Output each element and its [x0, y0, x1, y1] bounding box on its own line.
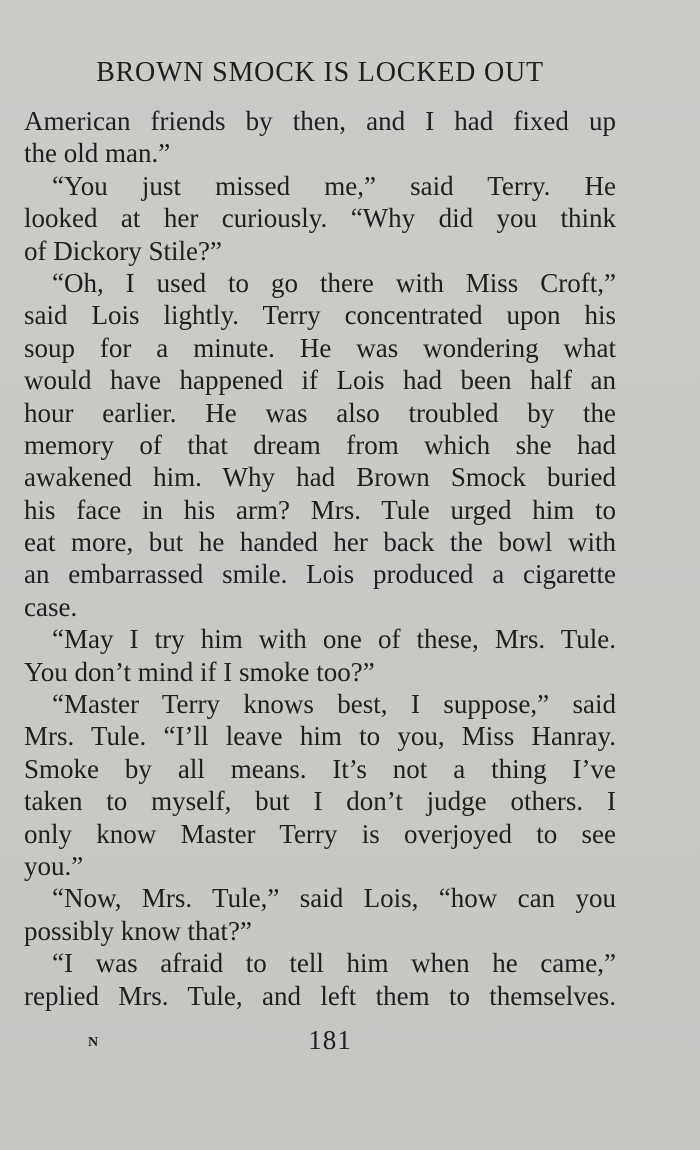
page-number: 181 — [308, 1025, 352, 1055]
text-line: you.” — [24, 850, 84, 881]
text-line: “You just missed me,” said Terry. He — [52, 170, 616, 201]
text-line: possibly know that?” — [24, 915, 252, 946]
text-line: hour earlier. He was also troubled by the — [24, 397, 616, 428]
text-line: eat more, but he handed her back the bowl with — [24, 527, 616, 558]
body-text — [24, 105, 616, 1012]
signature-mark: N — [88, 1035, 99, 1050]
text-line: taken to myself, but I don’t judge others. I — [24, 786, 616, 817]
text-line: replied Mrs. Tule, and left them to themselves. — [24, 980, 616, 1011]
text-line: “Oh, I used to go there with Miss Croft,” — [52, 267, 616, 298]
text-line: You don’t mind if I smoke too?” — [24, 656, 375, 687]
text-line: “Now, Mrs. Tule,” said Lois, “how can you — [52, 883, 616, 914]
text-line: awakened him. Why had Brown Smock buried — [24, 462, 616, 493]
text-line: looked at her curiously. “Why did you think — [24, 203, 616, 234]
text-line: “May I try him with one of these, Mrs. Tule. — [52, 624, 616, 655]
text-line: the old man.” — [24, 138, 171, 169]
text-line: his face in his arm? Mrs. Tule urged him to — [24, 494, 616, 525]
text-line: “I was afraid to tell him when he came,” — [52, 948, 616, 979]
text-line: would have happened if Lois had been half an — [24, 365, 616, 396]
text-line: Mrs. Tule. “I’ll leave him to you, Miss Hanray. — [24, 721, 616, 752]
text-line: Smoke by all means. It’s not a thing I’ve — [24, 753, 616, 784]
text-line: said Lois lightly. Terry concentrated upon his — [24, 300, 616, 331]
text-line: an embarrassed smile. Lois produced a cigarette — [24, 559, 616, 590]
text-line: American friends by then, and I had fixed up — [24, 106, 616, 136]
running-head: BROWN SMOCK IS LOCKED OUT — [96, 57, 544, 88]
text-line: case. — [24, 591, 78, 622]
text-line: “Master Terry knows best, I suppose,” said — [52, 689, 616, 720]
text-line: of Dickory Stile?” — [24, 235, 222, 266]
text-line: soup for a minute. He was wondering what — [24, 332, 616, 363]
text-line: memory of that dream from which she had — [24, 429, 616, 460]
text-line: only know Master Terry is overjoyed to see — [24, 818, 616, 849]
